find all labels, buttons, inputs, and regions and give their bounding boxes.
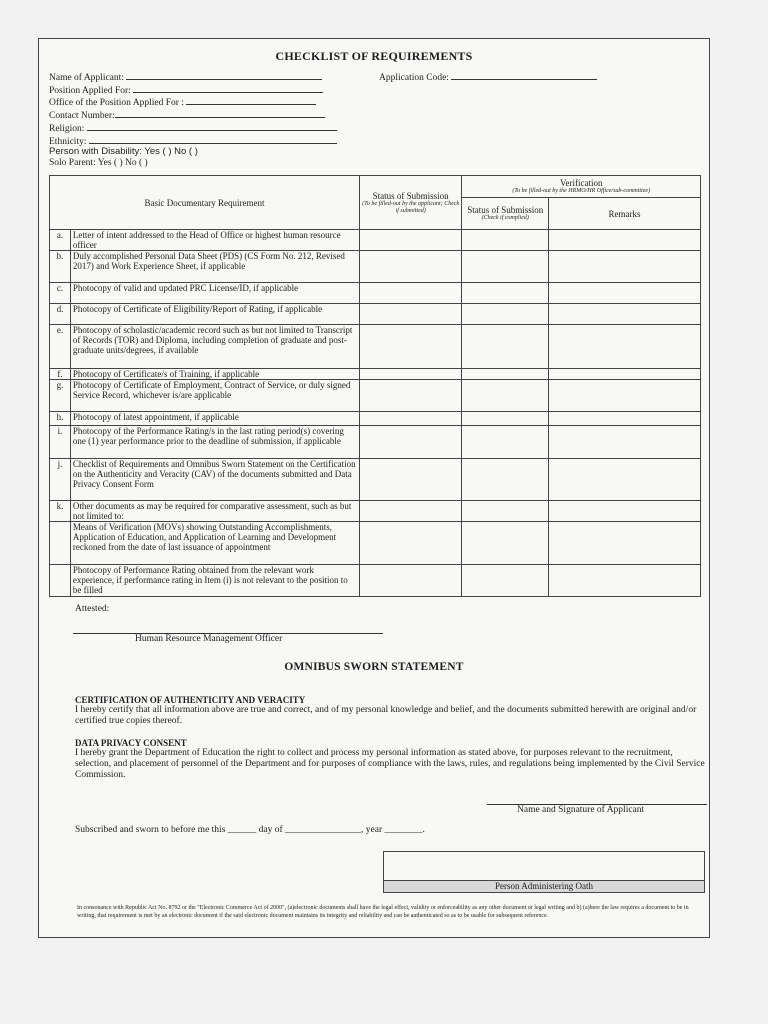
row-letter: c. [50, 283, 71, 304]
col-header-status [359, 176, 461, 230]
position-line[interactable] [133, 84, 323, 93]
row-ver-status-cell[interactable] [462, 369, 549, 380]
row-requirement: Photocopy of valid and updated PRC License/ID, if applicable [70, 283, 359, 304]
row-remarks-cell[interactable] [549, 230, 701, 251]
row-ver-status-cell[interactable] [462, 459, 549, 501]
row-remarks-cell[interactable] [549, 426, 701, 459]
row-letter: b. [50, 251, 71, 283]
col-header-requirement: Basic Documentary Requirement [50, 176, 360, 230]
row-letter [50, 522, 71, 565]
row-letter: d. [50, 304, 71, 325]
certification-text: I hereby certify that all information above are true and correct, and of my personal knowledge and belief, and the documents submitted herewith are original and/or certified true copies thereof. [75, 705, 697, 726]
oath-box[interactable] [383, 851, 705, 893]
row-letter: k. [50, 501, 71, 522]
row-remarks-cell[interactable] [549, 459, 701, 501]
row-ver-status-cell[interactable] [462, 251, 549, 283]
contact-label: Contact Number: [49, 111, 115, 122]
solo-parent-field[interactable]: Solo Parent: Yes ( ) No ( ) [49, 157, 148, 168]
row-letter: a. [50, 230, 71, 251]
row-letter: e. [50, 325, 71, 369]
attested-label: Attested: [75, 604, 110, 614]
row-status-cell[interactable] [359, 251, 461, 283]
table-row [50, 522, 701, 565]
table-row [50, 426, 701, 459]
row-remarks-cell[interactable] [549, 369, 701, 380]
app-code-line[interactable] [451, 71, 597, 80]
ethnicity-label: Ethnicity: [49, 136, 87, 147]
table-row [50, 501, 701, 522]
row-ver-status-cell[interactable] [462, 501, 549, 522]
row-requirement: Photocopy of scholastic/academic record such as but not limited to Transcript of Records (TOR) and Diploma, including completion of graduate and post-graduate units/degrees, if available [70, 325, 359, 369]
row-status-cell[interactable] [359, 459, 461, 501]
row-letter [50, 565, 71, 597]
row-ver-status-cell[interactable] [462, 230, 549, 251]
table-row [50, 565, 701, 597]
sworn-statement: Subscribed and sworn to before me this ______ day of ________________, year ________. [75, 825, 425, 835]
row-requirement: Letter of intent addressed to the Head of Office or highest human resource officer [70, 230, 359, 251]
page-title: CHECKLIST OF REQUIREMENTS [275, 49, 473, 63]
certification-title: CERTIFICATION OF AUTHENTICITY AND VERACITY [75, 695, 306, 705]
row-status-cell[interactable] [359, 565, 461, 597]
omnibus-title: OMNIBUS SWORN STATEMENT [284, 661, 464, 673]
name-label: Name of Applicant: [49, 73, 124, 83]
pwd-field[interactable]: Person with Disability: Yes ( ) No ( ) [49, 146, 198, 158]
row-letter: h. [50, 412, 71, 426]
row-requirement: Photocopy of the Performance Rating/s in the last rating period(s) covering one (1) year performance prior to the deadline of submission, if applicable [70, 426, 359, 459]
position-label: Position Applied For: [49, 85, 131, 96]
religion-line[interactable] [87, 122, 337, 131]
row-ver-status-cell[interactable] [462, 283, 549, 304]
row-letter: i. [50, 426, 71, 459]
privacy-title: DATA PRIVACY CONSENT [75, 738, 187, 748]
row-requirement: Photocopy of latest appointment, if applicable [70, 412, 359, 426]
table-row [50, 251, 701, 283]
row-remarks-cell[interactable] [549, 501, 701, 522]
row-ver-status-cell[interactable] [462, 380, 549, 412]
row-requirement: Checklist of Requirements and Omnibus Sworn Statement on the Certification on the Authenticity and Veracity (CAV) of the documents submitted and Data Privacy Consent Form [70, 459, 359, 501]
verification-label: Verification [559, 178, 603, 188]
row-status-cell[interactable] [359, 283, 461, 304]
row-status-cell[interactable] [359, 501, 461, 522]
verification-note: (To be filled-out by the HRMO/HR Office/sub-committee) [512, 188, 651, 194]
table-row [50, 380, 701, 412]
applicant-info [49, 71, 337, 169]
col-header-remarks: Remarks [549, 198, 701, 230]
row-ver-status-cell[interactable] [462, 522, 549, 565]
row-remarks-cell[interactable] [549, 283, 701, 304]
row-status-cell[interactable] [359, 230, 461, 251]
row-requirement: Photocopy of Certificate/s of Training, if applicable [70, 369, 359, 380]
row-status-cell[interactable] [359, 325, 461, 369]
row-letter: f. [50, 369, 71, 380]
office-label: Office of the Position Applied For : [49, 98, 184, 109]
row-remarks-cell[interactable] [549, 522, 701, 565]
row-letter: j. [50, 459, 71, 501]
row-remarks-cell[interactable] [549, 565, 701, 597]
requirements-table [49, 175, 701, 597]
status-header-note: (To be filled-out by the applicant; Check if submitted) [362, 200, 460, 214]
app-code-label: Application Code: [379, 73, 449, 83]
table-row [50, 325, 701, 369]
table-row [50, 369, 701, 380]
row-ver-status-cell[interactable] [462, 565, 549, 597]
name-line[interactable] [126, 71, 322, 80]
office-line[interactable] [186, 96, 316, 105]
table-row [50, 412, 701, 426]
contact-line[interactable] [115, 109, 325, 118]
status-header-label: Status of Submission [372, 190, 449, 201]
table-row [50, 230, 701, 251]
application-code [379, 71, 597, 83]
table-row [50, 304, 701, 325]
row-remarks-cell[interactable] [549, 412, 701, 426]
table-row [50, 459, 701, 501]
row-ver-status-cell[interactable] [462, 304, 549, 325]
row-ver-status-cell[interactable] [462, 412, 549, 426]
row-status-cell[interactable] [359, 304, 461, 325]
row-requirement: Photocopy of Certificate of Eligibility/Report of Rating, if applicable [70, 304, 359, 325]
row-status-cell[interactable] [359, 369, 461, 380]
applicant-signature-label: Name and Signature of Applicant [517, 805, 645, 815]
footnote: In consonance with Republic Act No. 8792 or the "Electronic Commerce Act of 2000", (a)electronic documents shall have the legal effect, validity or enforceability as any other document or legal writing and b) (a)here the law requires a document to be in writing, that requirement is met by an electronic document if the said electronic document maintains its integrity and reliability and can be authenticated so as to be usable for subsequent reference. [77, 905, 689, 919]
ethnicity-line[interactable] [89, 135, 337, 144]
row-requirement: Other documents as may be required for comparative assessment, such as but not limited to: [70, 501, 359, 522]
row-remarks-cell[interactable] [549, 251, 701, 283]
row-remarks-cell[interactable] [549, 304, 701, 325]
oath-label: Person Administering Oath [384, 880, 704, 892]
row-requirement: Means of Verification (MOVs) showing Outstanding Accomplishments, Application of Education, and Application of Learning and Development reckoned from the date of last issuance of appointment [70, 522, 359, 565]
religion-label: Religion: [49, 123, 85, 134]
row-requirement: Photocopy of Certificate of Employment, Contract of Service, or duly signed Service Record, whichever is/are applicable [70, 380, 359, 412]
row-remarks-cell[interactable] [549, 325, 701, 369]
col-header-ver-status [462, 198, 549, 230]
row-requirement: Duly accomplished Personal Data Sheet (PDS) (CS Form No. 212, Revised 2017) and Work Experience Sheet, if applicable [70, 251, 359, 283]
row-status-cell[interactable] [359, 380, 461, 412]
row-ver-status-cell[interactable] [462, 426, 549, 459]
hrmo-label: Human Resource Management Officer [135, 634, 283, 644]
table-row [50, 283, 701, 304]
ver-status-note: (Check if complied) [481, 215, 529, 221]
row-letter: g. [50, 380, 71, 412]
document-page [38, 38, 710, 938]
privacy-text: I hereby grant the Department of Education the right to collect and process my personal information as stated above, for purposes relevant to the recruitment, selection, and placement of personnel of the Department and for purposes of compliance with the laws, rules, and regulations being implemented by the Civil Service Commission. [75, 748, 705, 780]
row-status-cell[interactable] [359, 522, 461, 565]
col-header-verification [462, 176, 701, 198]
row-remarks-cell[interactable] [549, 380, 701, 412]
row-status-cell[interactable] [359, 426, 461, 459]
ver-status-label: Status of Submission [467, 205, 544, 215]
row-status-cell[interactable] [359, 412, 461, 426]
row-requirement: Photocopy of Performance Rating obtained from the relevant work experience, if performance rating in Item (i) is not relevant to the position to be filled [70, 565, 359, 597]
row-ver-status-cell[interactable] [462, 325, 549, 369]
